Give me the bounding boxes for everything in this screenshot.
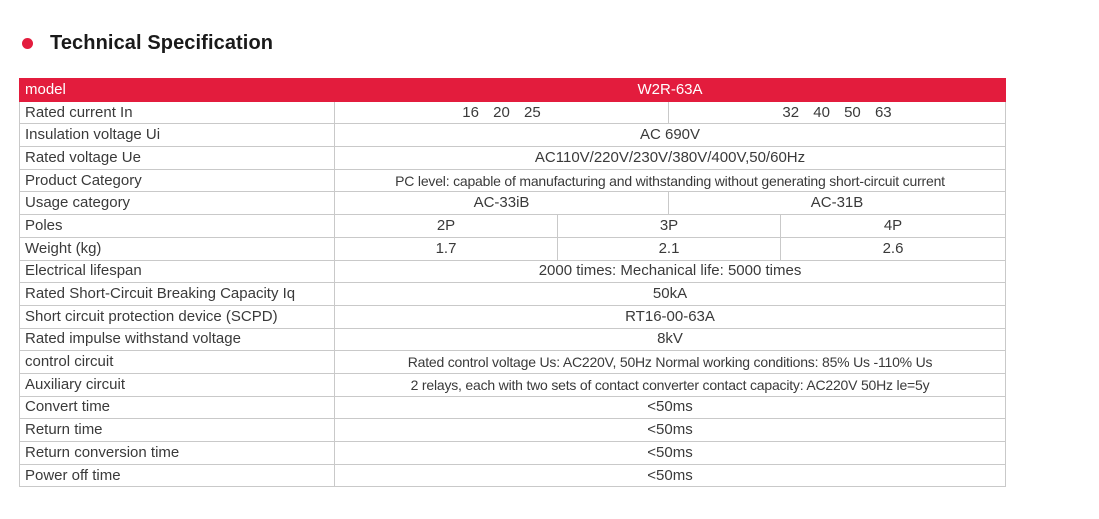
- page-title: Technical Specification: [50, 32, 274, 54]
- row-label: Return time: [20, 419, 335, 442]
- table-row: [20, 101, 1006, 124]
- table-row: [20, 215, 1006, 238]
- row-value: [669, 101, 1006, 124]
- table-row: [20, 124, 1006, 147]
- row-value: AC110V/220V/230V/380V/400V,50/60Hz: [335, 147, 1006, 170]
- row-value: 3P: [558, 215, 781, 238]
- row-value: AC-31B: [669, 192, 1006, 215]
- table-row: [20, 328, 1006, 351]
- row-label: Rated current In: [20, 101, 335, 124]
- current-group-1: 16 20 25: [462, 103, 541, 121]
- table-row: [20, 147, 1006, 170]
- table-row: [20, 305, 1006, 328]
- table-row: [20, 442, 1006, 465]
- row-value: <50ms: [335, 442, 1006, 465]
- row-value: 2.6: [781, 237, 1006, 260]
- row-value: 4P: [781, 215, 1006, 238]
- row-value: PC level: capable of manufacturing and withstanding without generating short-circuit current: [335, 169, 1006, 192]
- table-row: [20, 192, 1006, 215]
- row-label: Poles: [20, 215, 335, 238]
- row-value: RT16-00-63A: [335, 305, 1006, 328]
- row-label: Return conversion time: [20, 442, 335, 465]
- row-value: Rated control voltage Us: AC220V, 50Hz Normal working conditions: 85% Us -110% Us: [335, 351, 1006, 374]
- row-value: 1.7: [335, 237, 558, 260]
- spec-table: [19, 78, 1006, 487]
- row-value: 2000 times: Mechanical life: 5000 times: [335, 260, 1006, 283]
- row-value: 50kA: [335, 283, 1006, 306]
- row-label: Product Category: [20, 169, 335, 192]
- table-row: [20, 419, 1006, 442]
- row-value: 2P: [335, 215, 558, 238]
- header-label: model: [20, 79, 335, 102]
- row-label: Rated voltage Ue: [20, 147, 335, 170]
- row-value: <50ms: [335, 396, 1006, 419]
- row-value: [335, 101, 669, 124]
- table-row: [20, 396, 1006, 419]
- table-row: [20, 169, 1006, 192]
- table-row: [20, 351, 1006, 374]
- row-value: <50ms: [335, 419, 1006, 442]
- row-value: 2 relays, each with two sets of contact converter contact capacity: AC220V 50Hz le=5y: [335, 373, 1006, 396]
- section-heading: [22, 32, 273, 55]
- row-label: control circuit: [20, 351, 335, 374]
- header-model: W2R-63A: [335, 79, 1006, 102]
- table-row: [20, 283, 1006, 306]
- table-header-row: [20, 79, 1006, 102]
- current-group-2: 32 40 50 63: [782, 103, 892, 121]
- row-value: <50ms: [335, 464, 1006, 487]
- row-label: Electrical lifespan: [20, 260, 335, 283]
- row-label: Usage category: [20, 192, 335, 215]
- row-label: Short circuit protection device (SCPD): [20, 305, 335, 328]
- row-value: AC 690V: [335, 124, 1006, 147]
- row-label: Rated impulse withstand voltage: [20, 328, 335, 351]
- row-label: Weight (kg): [20, 237, 335, 260]
- row-label: Auxiliary circuit: [20, 373, 335, 396]
- row-label: Power off time: [20, 464, 335, 487]
- table-row: [20, 260, 1006, 283]
- red-dot-icon: [22, 38, 33, 49]
- row-label: Insulation voltage Ui: [20, 124, 335, 147]
- table-row: [20, 464, 1006, 487]
- row-label: Convert time: [20, 396, 335, 419]
- row-value: 2.1: [558, 237, 781, 260]
- table-row: [20, 237, 1006, 260]
- table-row: [20, 373, 1006, 396]
- row-label: Rated Short-Circuit Breaking Capacity Iq: [20, 283, 335, 306]
- row-value: AC-33iB: [335, 192, 669, 215]
- row-value: 8kV: [335, 328, 1006, 351]
